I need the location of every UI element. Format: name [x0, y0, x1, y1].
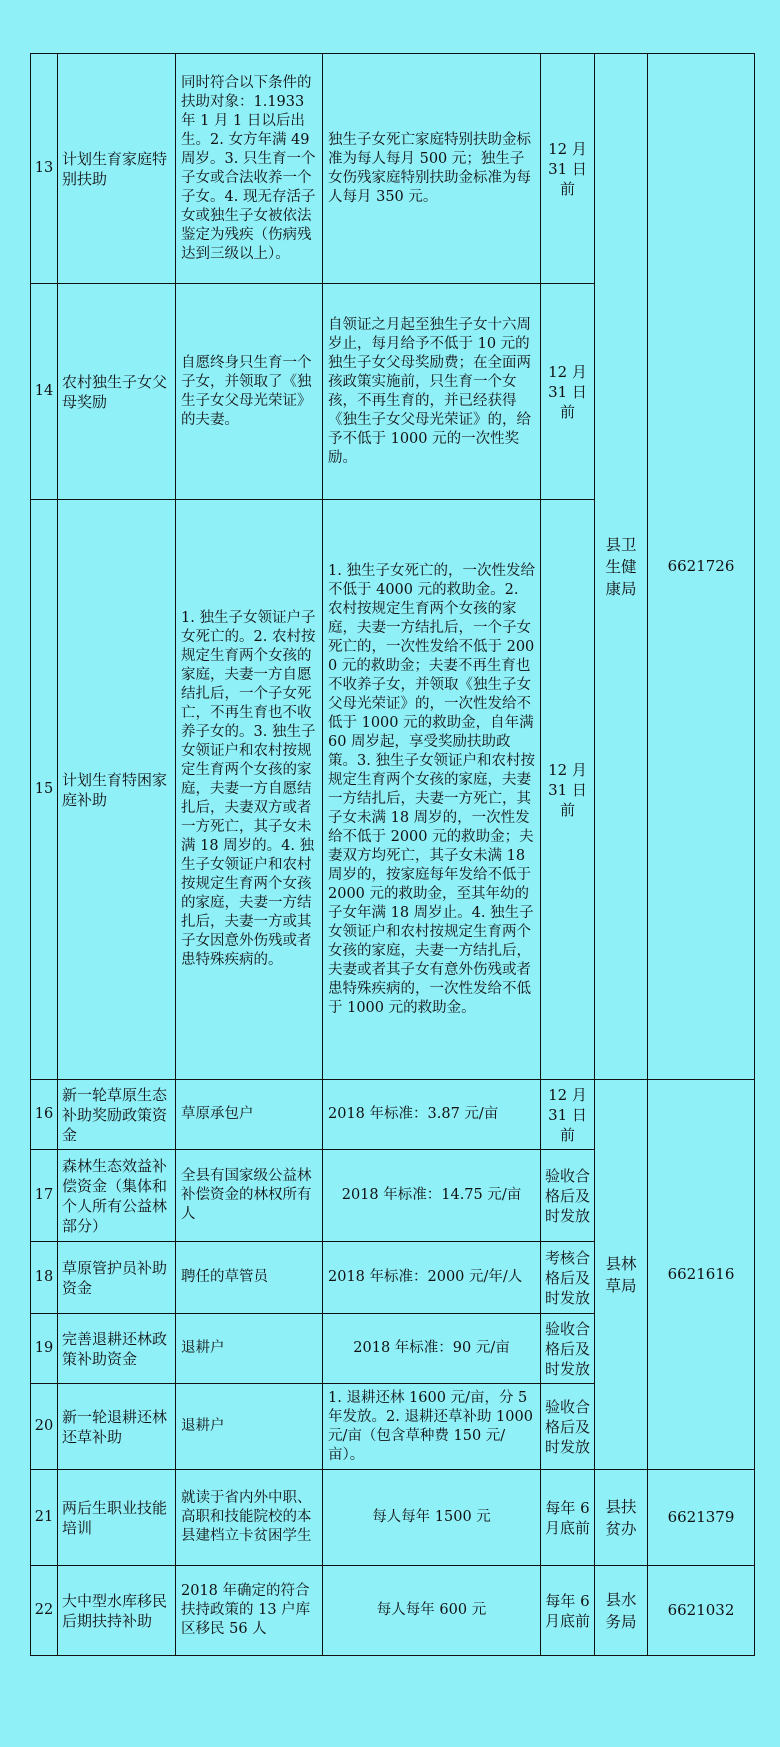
project-name: 新一轮退耕还林还草补助 — [58, 1384, 176, 1470]
subsidy-standard: 每人每年 600 元 — [323, 1566, 541, 1656]
issue-time: 12 月 31 日前 — [541, 500, 595, 1080]
issue-time: 验收合格后及时发放 — [541, 1150, 595, 1242]
subsidy-standard: 2018 年标准：3.87 元/亩 — [323, 1080, 541, 1150]
department: 县林草局 — [595, 1080, 648, 1470]
target-object: 同时符合以下条件的扶助对象：1.1933 年 1 月 1 日以后出生。2. 女方年满 49 周岁。3. 只生育一个子女或合法收养一个子女。4. 现无存活子女或独生子女被依法鉴定为残疾（伤病残达到三级以上）。 — [176, 54, 323, 284]
contact-phone: 6621616 — [648, 1080, 755, 1470]
row-number: 13 — [31, 54, 58, 284]
issue-time: 12 月 31 日前 — [541, 284, 595, 500]
target-object: 全县有国家级公益林补偿资金的林权所有人 — [176, 1150, 323, 1242]
subsidy-policy-table — [30, 53, 755, 1656]
issue-time: 每年 6 月底前 — [541, 1470, 595, 1566]
row-number: 22 — [31, 1566, 58, 1656]
policy-table-page — [30, 53, 754, 1656]
row-number: 14 — [31, 284, 58, 500]
table-row — [31, 1566, 755, 1656]
row-number: 18 — [31, 1242, 58, 1314]
target-object: 2018 年确定的符合扶持政策的 13 户库区移民 56 人 — [176, 1566, 323, 1656]
contact-phone: 6621726 — [648, 54, 755, 1080]
table-row — [31, 1470, 755, 1566]
row-number: 19 — [31, 1314, 58, 1384]
issue-time: 12 月 31 日前 — [541, 54, 595, 284]
target-object: 自愿终身只生育一个子女，并领取了《独生子女父母光荣证》的夫妻。 — [176, 284, 323, 500]
table-row — [31, 1080, 755, 1150]
target-object: 退耕户 — [176, 1384, 323, 1470]
project-name: 计划生育特困家庭补助 — [58, 500, 176, 1080]
issue-time: 考核合格后及时发放 — [541, 1242, 595, 1314]
project-name: 计划生育家庭特别扶助 — [58, 54, 176, 284]
project-name: 农村独生子女父母奖励 — [58, 284, 176, 500]
project-name: 新一轮草原生态补助奖励政策资金 — [58, 1080, 176, 1150]
project-name: 草原管护员补助资金 — [58, 1242, 176, 1314]
subsidy-standard: 2018 年标准：2000 元/年/人 — [323, 1242, 541, 1314]
subsidy-standard: 自领证之月起至独生子女十六周岁止，每月给予不低于 10 元的独生子女父母奖励费；在全面两孩政策实施前，只生育一个女孩，不再生育的，并已经获得《独生子女父母光荣证》的，给予不低于 1000 元的一次性奖励。 — [323, 284, 541, 500]
row-number: 21 — [31, 1470, 58, 1566]
subsidy-standard: 1. 退耕还林 1600 元/亩，分 5 年发放。2. 退耕还草补助 1000 元/亩（包含草种费 150 元/亩）。 — [323, 1384, 541, 1470]
subsidy-standard: 1. 独生子女死亡的，一次性发给不低于 4000 元的救助金。2. 农村按规定生育两个女孩的家庭，夫妻一方结扎后，一个子女死亡的，一次性发给不低于 2000 元的救助金；夫妻不再生育也不收养子女，并领取《独生子女父母光荣证》的，一次性发给不低于 1000 元的救助金，自年满 60 周岁起，享受奖励扶助政策。3. 独生子女领证户和农村按规定生育两个女孩的家庭，夫妻一方结扎后，夫妻一方死亡，其子女未满 18 周岁的，一次性发给不低于 2000 元的救助金；夫妻双方均死亡，其子女未满 18 周岁的，按家庭每年发给不低于 2000 元的救助金，至其年幼的子女年满 18 周岁止。4. 独生子女领证户和农村按规定生育两个女孩的家庭，夫妻一方结扎后，夫妻或者其子女有意外伤残或者患特殊疾病的，一次性发给不低于 1000 元的救助金。 — [323, 500, 541, 1080]
subsidy-standard: 2018 年标准：14.75 元/亩 — [323, 1150, 541, 1242]
department: 县水务局 — [595, 1566, 648, 1656]
project-name: 两后生职业技能培训 — [58, 1470, 176, 1566]
issue-time: 12 月 31 日前 — [541, 1080, 595, 1150]
target-object: 退耕户 — [176, 1314, 323, 1384]
row-number: 15 — [31, 500, 58, 1080]
table-row — [31, 54, 755, 284]
issue-time: 验收合格后及时发放 — [541, 1314, 595, 1384]
subsidy-standard: 独生子女死亡家庭特别扶助金标准为每人每月 500 元；独生子女伤残家庭特别扶助金标准为每人每月 350 元。 — [323, 54, 541, 284]
issue-time: 每年 6 月底前 — [541, 1566, 595, 1656]
target-object: 聘任的草管员 — [176, 1242, 323, 1314]
target-object: 1. 独生子女领证户子女死亡的。2. 农村按规定生育两个女孩的家庭，夫妻一方自愿结扎后，一个子女死亡，不再生育也不收养子女的。3. 独生子女领证户和农村按规定生育两个女孩的家庭，夫妻一方自愿结扎后，夫妻双方或者一方死亡，其子女未满 18 周岁的。4. 独生子女领证户和农村按规定生育两个女孩的家庭，夫妻一方结扎后，夫妻一方或其子女因意外伤残或者患特殊疾病的。 — [176, 500, 323, 1080]
department: 县卫生健康局 — [595, 54, 648, 1080]
row-number: 17 — [31, 1150, 58, 1242]
subsidy-standard: 2018 年标准：90 元/亩 — [323, 1314, 541, 1384]
target-object: 就读于省内外中职、高职和技能院校的本县建档立卡贫困学生 — [176, 1470, 323, 1566]
subsidy-standard: 每人每年 1500 元 — [323, 1470, 541, 1566]
project-name: 大中型水库移民后期扶持补助 — [58, 1566, 176, 1656]
department: 县扶贫办 — [595, 1470, 648, 1566]
contact-phone: 6621032 — [648, 1566, 755, 1656]
row-number: 16 — [31, 1080, 58, 1150]
row-number: 20 — [31, 1384, 58, 1470]
issue-time: 验收合格后及时发放 — [541, 1384, 595, 1470]
target-object: 草原承包户 — [176, 1080, 323, 1150]
contact-phone: 6621379 — [648, 1470, 755, 1566]
project-name: 森林生态效益补偿资金（集体和个人所有公益林部分） — [58, 1150, 176, 1242]
project-name: 完善退耕还林政策补助资金 — [58, 1314, 176, 1384]
